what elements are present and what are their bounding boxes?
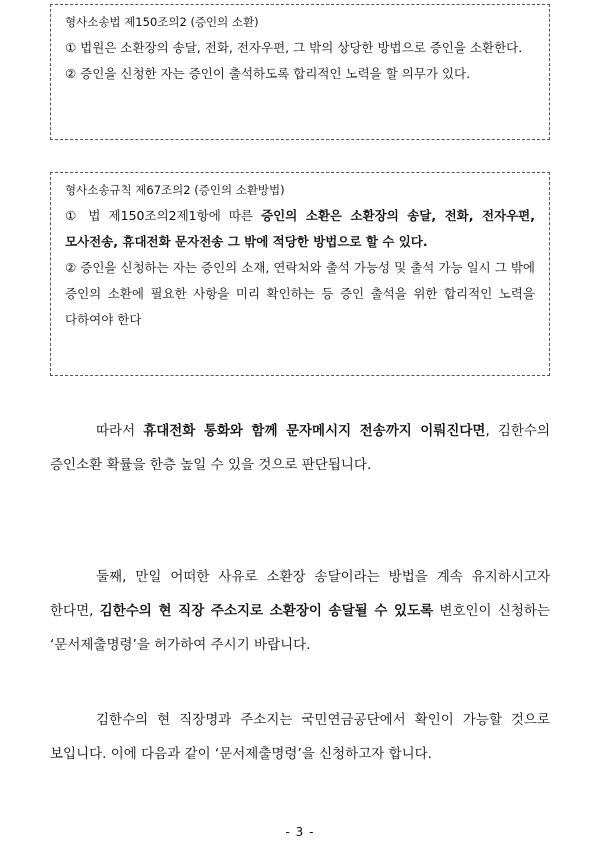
rule-clause-2: ② 증인을 신청하는 자는 증인의 소재, 연락처와 출석 가능성 및 출석 가능 일시 그 밖에 증인의 소환에 필요한 사항을 미리 확인하는 등 증인 출석을 위한 합리적인 노력을 다하여야 한다	[65, 260, 535, 327]
page-number: - 3 -	[285, 825, 315, 839]
statute-box-criminal-procedure-act	[50, 4, 550, 140]
body-paragraph-2	[50, 560, 550, 662]
para2-emphasis: 김한수의 현 직장 주소지로 소환장이 송달될 수 있도록	[99, 603, 434, 619]
para2-prefix: 둘째, 만일 어떠한 사유로 소환장 송달이라는 방법을 계속 유지하시고자 한다면,	[50, 569, 550, 619]
rule-clause-1	[65, 203, 535, 255]
para1-emphasis: 휴대전화 통화와 함께 문자메시지 전송까지 이뤄진다면	[143, 423, 486, 439]
para2-suffix: 변호인이 신청하는 ‘문서제출명령’을 허가하여 주시기 바랍니다.	[50, 603, 550, 653]
para1-prefix: 따라서	[96, 423, 144, 439]
para1-suffix: , 김한수의 증인소환 확률을 한층 높일 수 있을 것으로 판단됩니다.	[50, 423, 550, 473]
body-paragraph-1	[50, 414, 550, 482]
rule-clause-1-prefix: ① 법 제150조의2제1항에 따른	[65, 208, 262, 223]
body-paragraph-3: 김한수의 현 직장명과 주소지는 국민연금공단에서 확인이 가능할 것으로 보입니다. 이에 다음과 같이 ‘문서제출명령’을 신청하고자 합니다.	[50, 712, 550, 762]
rule-title: 형사소송규칙 제67조의2 (증인의 소환방법)	[65, 183, 285, 197]
rule-clause-1-emphasis: 증인의 소환은 소환장의 송달, 전화, 전자우편, 모사전송, 휴대전화 문자전송 그 밖에 적당한 방법으로 할 수 있다.	[65, 208, 535, 249]
statute-clause-2: ② 증인을 신청한 자는 증인이 출석하도록 합리적인 노력을 할 의무가 있다.	[65, 66, 471, 81]
statute-title: 형사소송법 제150조의2 (증인의 소환)	[65, 15, 259, 29]
statute-clause-1: ① 법원은 소환장의 송달, 전화, 전자우편, 그 밖의 상당한 방법으로 증인을 소환한다.	[65, 40, 523, 55]
statute-box-criminal-procedure-rules	[50, 172, 550, 376]
